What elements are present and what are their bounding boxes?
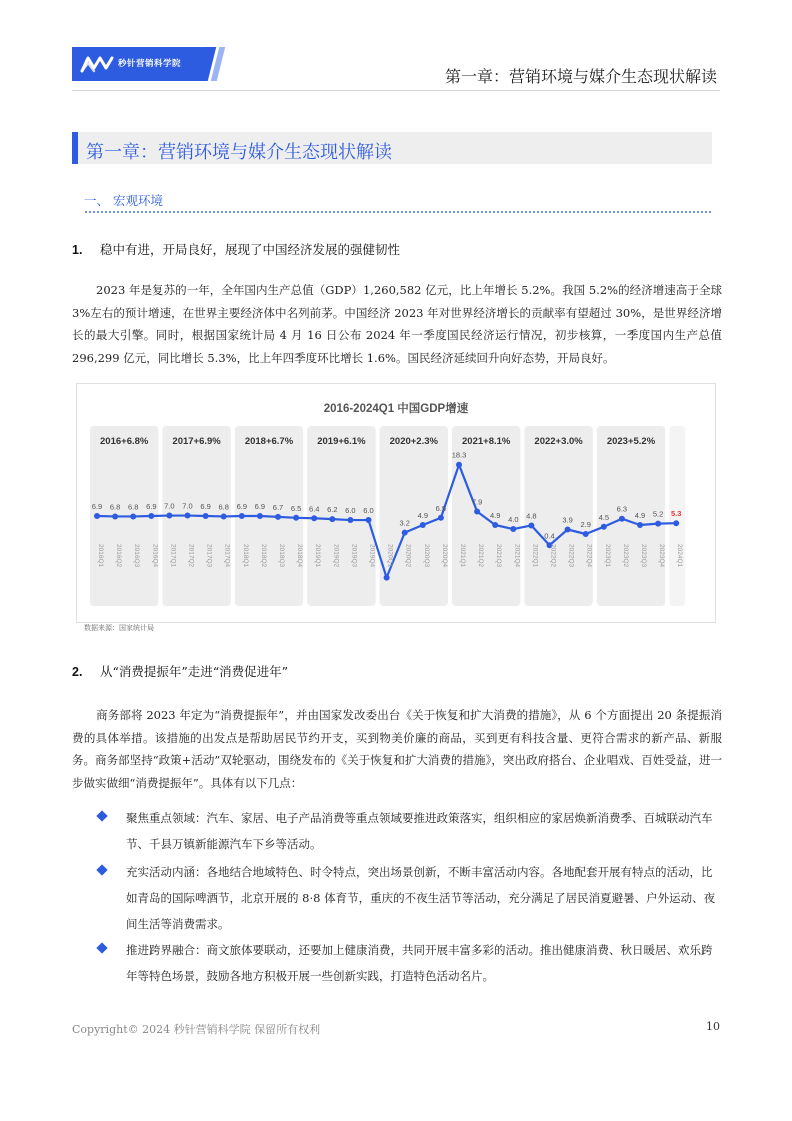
x-tick-label: 2023Q2 [621, 544, 629, 568]
x-tick-label: 2019Q4 [368, 544, 376, 568]
x-tick-label: 2016Q4 [151, 544, 159, 568]
data-label: 4.0 [508, 515, 519, 525]
data-point [583, 531, 589, 537]
year-panel-label: 2021+8.1% [462, 436, 511, 447]
bullet-item-1 [98, 805, 720, 857]
data-label: 6.0 [363, 506, 374, 516]
bullet-text: 推进跨界融合：商文旅体要联动，还要加上健康消费，共同开展丰富多彩的活动。推出健康消费、秋日暖居、欢乐跨年等特色场景，鼓励各地方积极开展一些创新实践，打造特色活动名片。 [126, 943, 713, 983]
data-label: 6.8 [218, 502, 229, 512]
data-label: 6.0 [345, 506, 356, 516]
subsection-number: 1. [72, 243, 83, 257]
year-panel-label: 2016+6.8% [100, 436, 149, 447]
bullet-item-3 [98, 937, 720, 989]
data-point [438, 515, 444, 521]
paragraph-gdp [72, 279, 722, 369]
x-tick-label: 2016Q3 [133, 544, 141, 568]
year-panel-label: 2020+2.3% [389, 436, 438, 447]
x-tick-label: 2021Q2 [477, 544, 485, 568]
x-tick-label: 2017Q2 [187, 544, 195, 568]
x-tick-label: 2017Q3 [205, 544, 213, 568]
section-title: 一、 宏观环境 [84, 193, 163, 208]
year-panel-label: 2023+5.2% [606, 436, 656, 447]
data-label: 3.9 [562, 515, 573, 525]
section-dotted-divider [84, 210, 712, 214]
data-label: 6.8 [127, 502, 139, 512]
x-tick-label: 2023Q4 [658, 544, 666, 568]
bullet-text: 充实活动内涵：各地结合地域特色、时令特点，突出场景创新，不断丰富活动内容。各地配套开展有特点的活动，比如青岛的国际啤酒节，北京开展的 8·8 体育节，重庆的不夜生活节等活动，充分满足了居民消夏避暑、户外运动、夜间生活等消费需求。 [126, 865, 716, 931]
diamond-bullet-icon [96, 942, 107, 953]
data-point [329, 516, 335, 522]
x-tick-label: 2019Q3 [350, 544, 358, 568]
x-tick-label: 2021Q4 [513, 544, 521, 568]
logo-text: 秒针营销科学院 [118, 59, 182, 69]
chart-title: 2016-2024Q1 中国GDP增速 [323, 403, 469, 415]
bullet-text: 聚焦重点领域：汽车、家居、电子产品消费等重点领域要推进政策落实，组织相应的家居焕新消费季、百城联动汽车节、千县万镇新能源汽车下乡等活动。 [126, 811, 713, 851]
x-tick-label: 2023Q3 [640, 544, 647, 568]
data-label: 7.0 [182, 501, 193, 511]
data-label: 3.2 [399, 518, 410, 528]
x-tick-label: 2019Q1 [314, 544, 322, 568]
data-point [366, 517, 372, 523]
data-label: 18.3 [451, 450, 467, 460]
x-tick-label: 2018Q4 [296, 544, 304, 568]
data-label: 6.9 [200, 502, 211, 511]
x-tick-label: 2020Q4 [440, 544, 448, 568]
data-label: 6.9 [91, 502, 103, 511]
x-tick-label: 2023Q1 [603, 544, 611, 568]
data-label: 6.2 [327, 505, 338, 515]
data-label: 4.9 [634, 511, 646, 520]
x-tick-label: 2020Q3 [422, 544, 430, 568]
data-point [148, 513, 154, 519]
x-tick-label: 2022Q1 [531, 544, 539, 568]
data-label: 7.9 [471, 497, 483, 507]
running-header-title: 第一章：营销环境与媒介生态现状解读 [444, 67, 717, 86]
x-tick-label: 2021Q1 [459, 544, 466, 568]
data-label: 6.9 [146, 502, 157, 511]
header-divider [72, 90, 720, 91]
data-point [528, 522, 534, 528]
chapter-heading-accent [72, 132, 78, 164]
data-point [565, 527, 571, 533]
data-label: 6.5 [290, 503, 302, 513]
data-point [293, 515, 299, 521]
data-point [420, 522, 426, 528]
x-tick-label: 2020Q1 [386, 544, 394, 568]
data-point [221, 513, 227, 519]
gdp-chart-frame [76, 383, 716, 623]
bullet-item-2 [98, 859, 720, 937]
diamond-bullet-icon [96, 810, 107, 821]
data-label: 6.5 [435, 503, 447, 513]
chapter-title: 第一章：营销环境与媒介生态现状解读 [86, 142, 392, 163]
x-tick-label: 2022Q3 [567, 544, 575, 568]
diamond-bullet-icon [96, 864, 107, 875]
data-point [384, 575, 390, 581]
subsection-title: 稳中有进，开局良好，展现了中国经济发展的强健韧性 [100, 242, 401, 257]
subsection-heading-1 [72, 240, 400, 258]
year-panel [380, 426, 448, 606]
data-label: 6.4 [308, 504, 320, 514]
data-point [402, 530, 408, 536]
x-tick-label: 2017Q1 [169, 544, 177, 568]
year-panel-label: 2019+6.1% [317, 436, 366, 447]
data-label: 4.5 [598, 512, 610, 522]
x-tick-label: 2017Q4 [223, 544, 231, 568]
data-point [239, 513, 245, 519]
year-panel-label: 2018+6.7% [244, 436, 294, 447]
x-tick-label: 2019Q2 [332, 544, 340, 568]
data-label: 5.3 [670, 509, 682, 519]
data-label: 6.3 [616, 504, 628, 514]
year-panel-label: 2017+6.9% [172, 436, 221, 447]
data-point [619, 516, 625, 522]
data-point [275, 514, 281, 520]
x-tick-label: 2021Q3 [495, 544, 503, 568]
page-number: 10 [706, 1020, 720, 1033]
subsection-number: 2. [72, 665, 83, 679]
x-tick-label: 2018Q3 [278, 544, 285, 568]
data-label: 0.4 [544, 531, 555, 541]
x-tick-label: 2022Q2 [549, 544, 557, 568]
subsection-heading-2 [72, 662, 288, 680]
data-label: 4.9 [417, 511, 429, 520]
data-point [112, 513, 118, 519]
subsection-title: 从“消费提振年”走进“消费促进年” [100, 664, 289, 679]
data-label: 4.9 [489, 511, 501, 520]
x-tick-label: 2016Q2 [115, 544, 123, 568]
data-label: 6.7 [272, 502, 284, 512]
data-point [130, 513, 136, 519]
x-tick-label: 2018Q2 [259, 544, 267, 568]
year-panel-label: 2022+3.0% [534, 436, 583, 447]
data-label: 6.9 [236, 502, 248, 511]
data-point [257, 513, 263, 519]
data-point [456, 462, 462, 468]
data-label: 2.9 [580, 520, 591, 529]
data-point [347, 517, 353, 523]
data-point [474, 509, 480, 515]
data-point [673, 520, 679, 526]
data-point [311, 515, 317, 521]
data-label: 5.2 [652, 509, 664, 519]
x-tick-label: 2024Q1 [676, 544, 684, 568]
data-point [203, 513, 209, 519]
paragraph-consumption-text: 商务部将 2023 年定为“消费提振年”，并由国家发改委出台《关于恢复和扩大消费的措施》，从 6 个方面提出 20 条提振消费的具体举措。该措施的出发点是帮助居民节约开支，买到物美价廉的商品，买到更有科技含量、更符合需求的新产品、新服务。商务部坚持“政策+活动”双轮驱动，围绕发布的《关于恢复和扩大消费的措施》，突出政府搭台、企业唱戏、百姓受益，进一步做实做细“消费提振年”。具体有以下几点： [72, 708, 722, 790]
data-label: 7.0 [164, 501, 175, 511]
x-tick-label: 2018Q1 [241, 544, 249, 568]
paragraph-gdp-text: 2023 年是复苏的一年，全年国内生产总值（GDP）1,260,582 亿元，比上年增长 5.2%。我国 5.2%的经济增速高于全球 3%左右的预计增速，在世界主要经济体中名列前茅。中国经济 2023 年对世界经济增长的贡献率有望超过 30%，是世界经济增长的最大引擎。同时，根据国家统计局 4 月 16 日公布 2024 年一季度国民经济运行情况，初步核算，一季度国内生产总值 296,299 亿元，同比增长 5.3%，比上年四季度环比增长 1.6%。国民经济延续回升向好态势，开局良好。 [72, 283, 722, 365]
gdp-growth-chart [77, 384, 715, 622]
data-point [601, 524, 607, 530]
data-point [655, 521, 661, 527]
chart-source: 数据来源：国家统计局 [84, 624, 154, 632]
data-label: 6.9 [254, 502, 266, 511]
data-point [166, 513, 172, 519]
logo-mark-icon [80, 54, 114, 74]
x-tick-label: 2016Q1 [97, 544, 104, 568]
data-label: 4.8 [526, 511, 537, 521]
data-point [185, 513, 191, 519]
data-point [492, 522, 498, 528]
year-panel [307, 426, 375, 606]
footer-copyright: Copyright© 2024 秒针营销科学院 保留所有权利 [72, 1023, 321, 1036]
data-label: 6.8 [109, 502, 121, 512]
paragraph-consumption [72, 704, 722, 794]
data-point [510, 526, 516, 532]
x-tick-label: 2022Q4 [585, 544, 593, 568]
x-tick-label: 2020Q2 [404, 544, 412, 568]
data-point [94, 513, 100, 519]
data-point [637, 522, 643, 528]
